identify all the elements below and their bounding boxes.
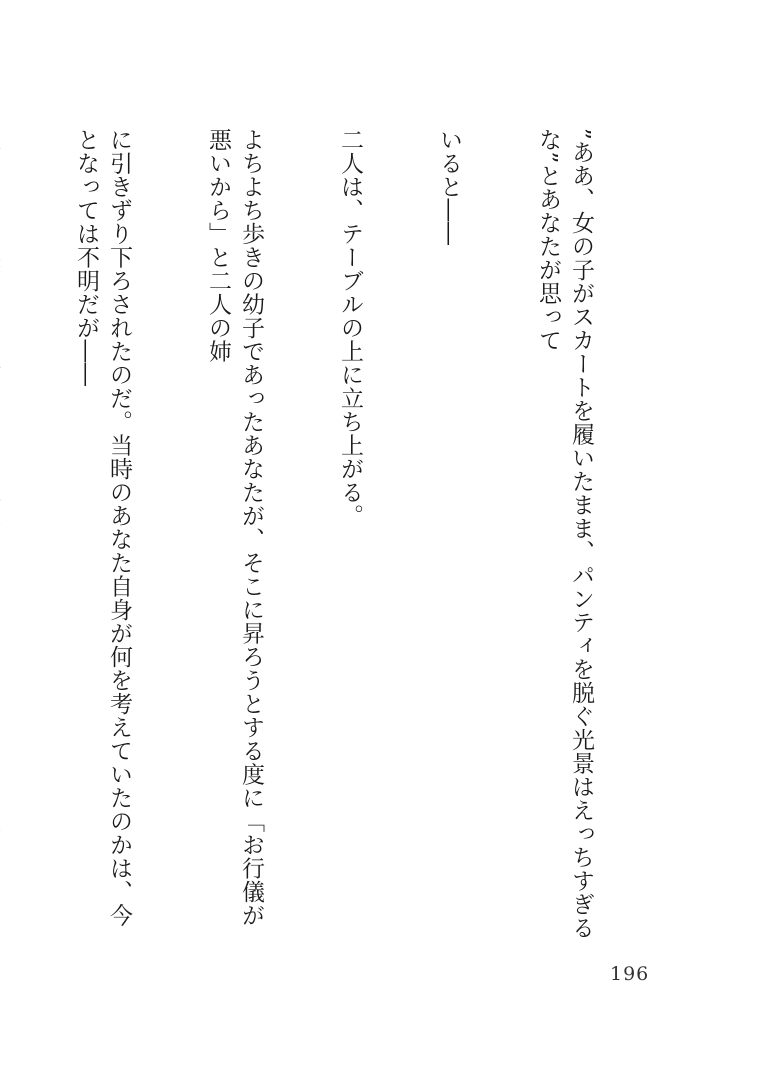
text-line: [0, 128, 3, 948]
page-number: 196: [610, 963, 650, 985]
text-line: いると――: [436, 128, 462, 246]
text-line: 二人は、テーブルの上に立ち上がる。: [337, 128, 363, 528]
vertical-text-body: [0, 128, 663, 948]
text-line: に引きずり下ろされたのだ。当時のあなた自身が何を考えていたのかは、今となっては不明だが――: [73, 128, 132, 927]
text-line: よちよち歩きの幼子であったあなたが、そこに昇ろうとする度に「お行儀が悪いから」と二人の姉: [205, 128, 264, 927]
text-line: ”ああ、女の子がスカートを履いたまま、パンティを脱ぐ光景はえっちすぎるな”とあなたが思って: [535, 128, 594, 940]
